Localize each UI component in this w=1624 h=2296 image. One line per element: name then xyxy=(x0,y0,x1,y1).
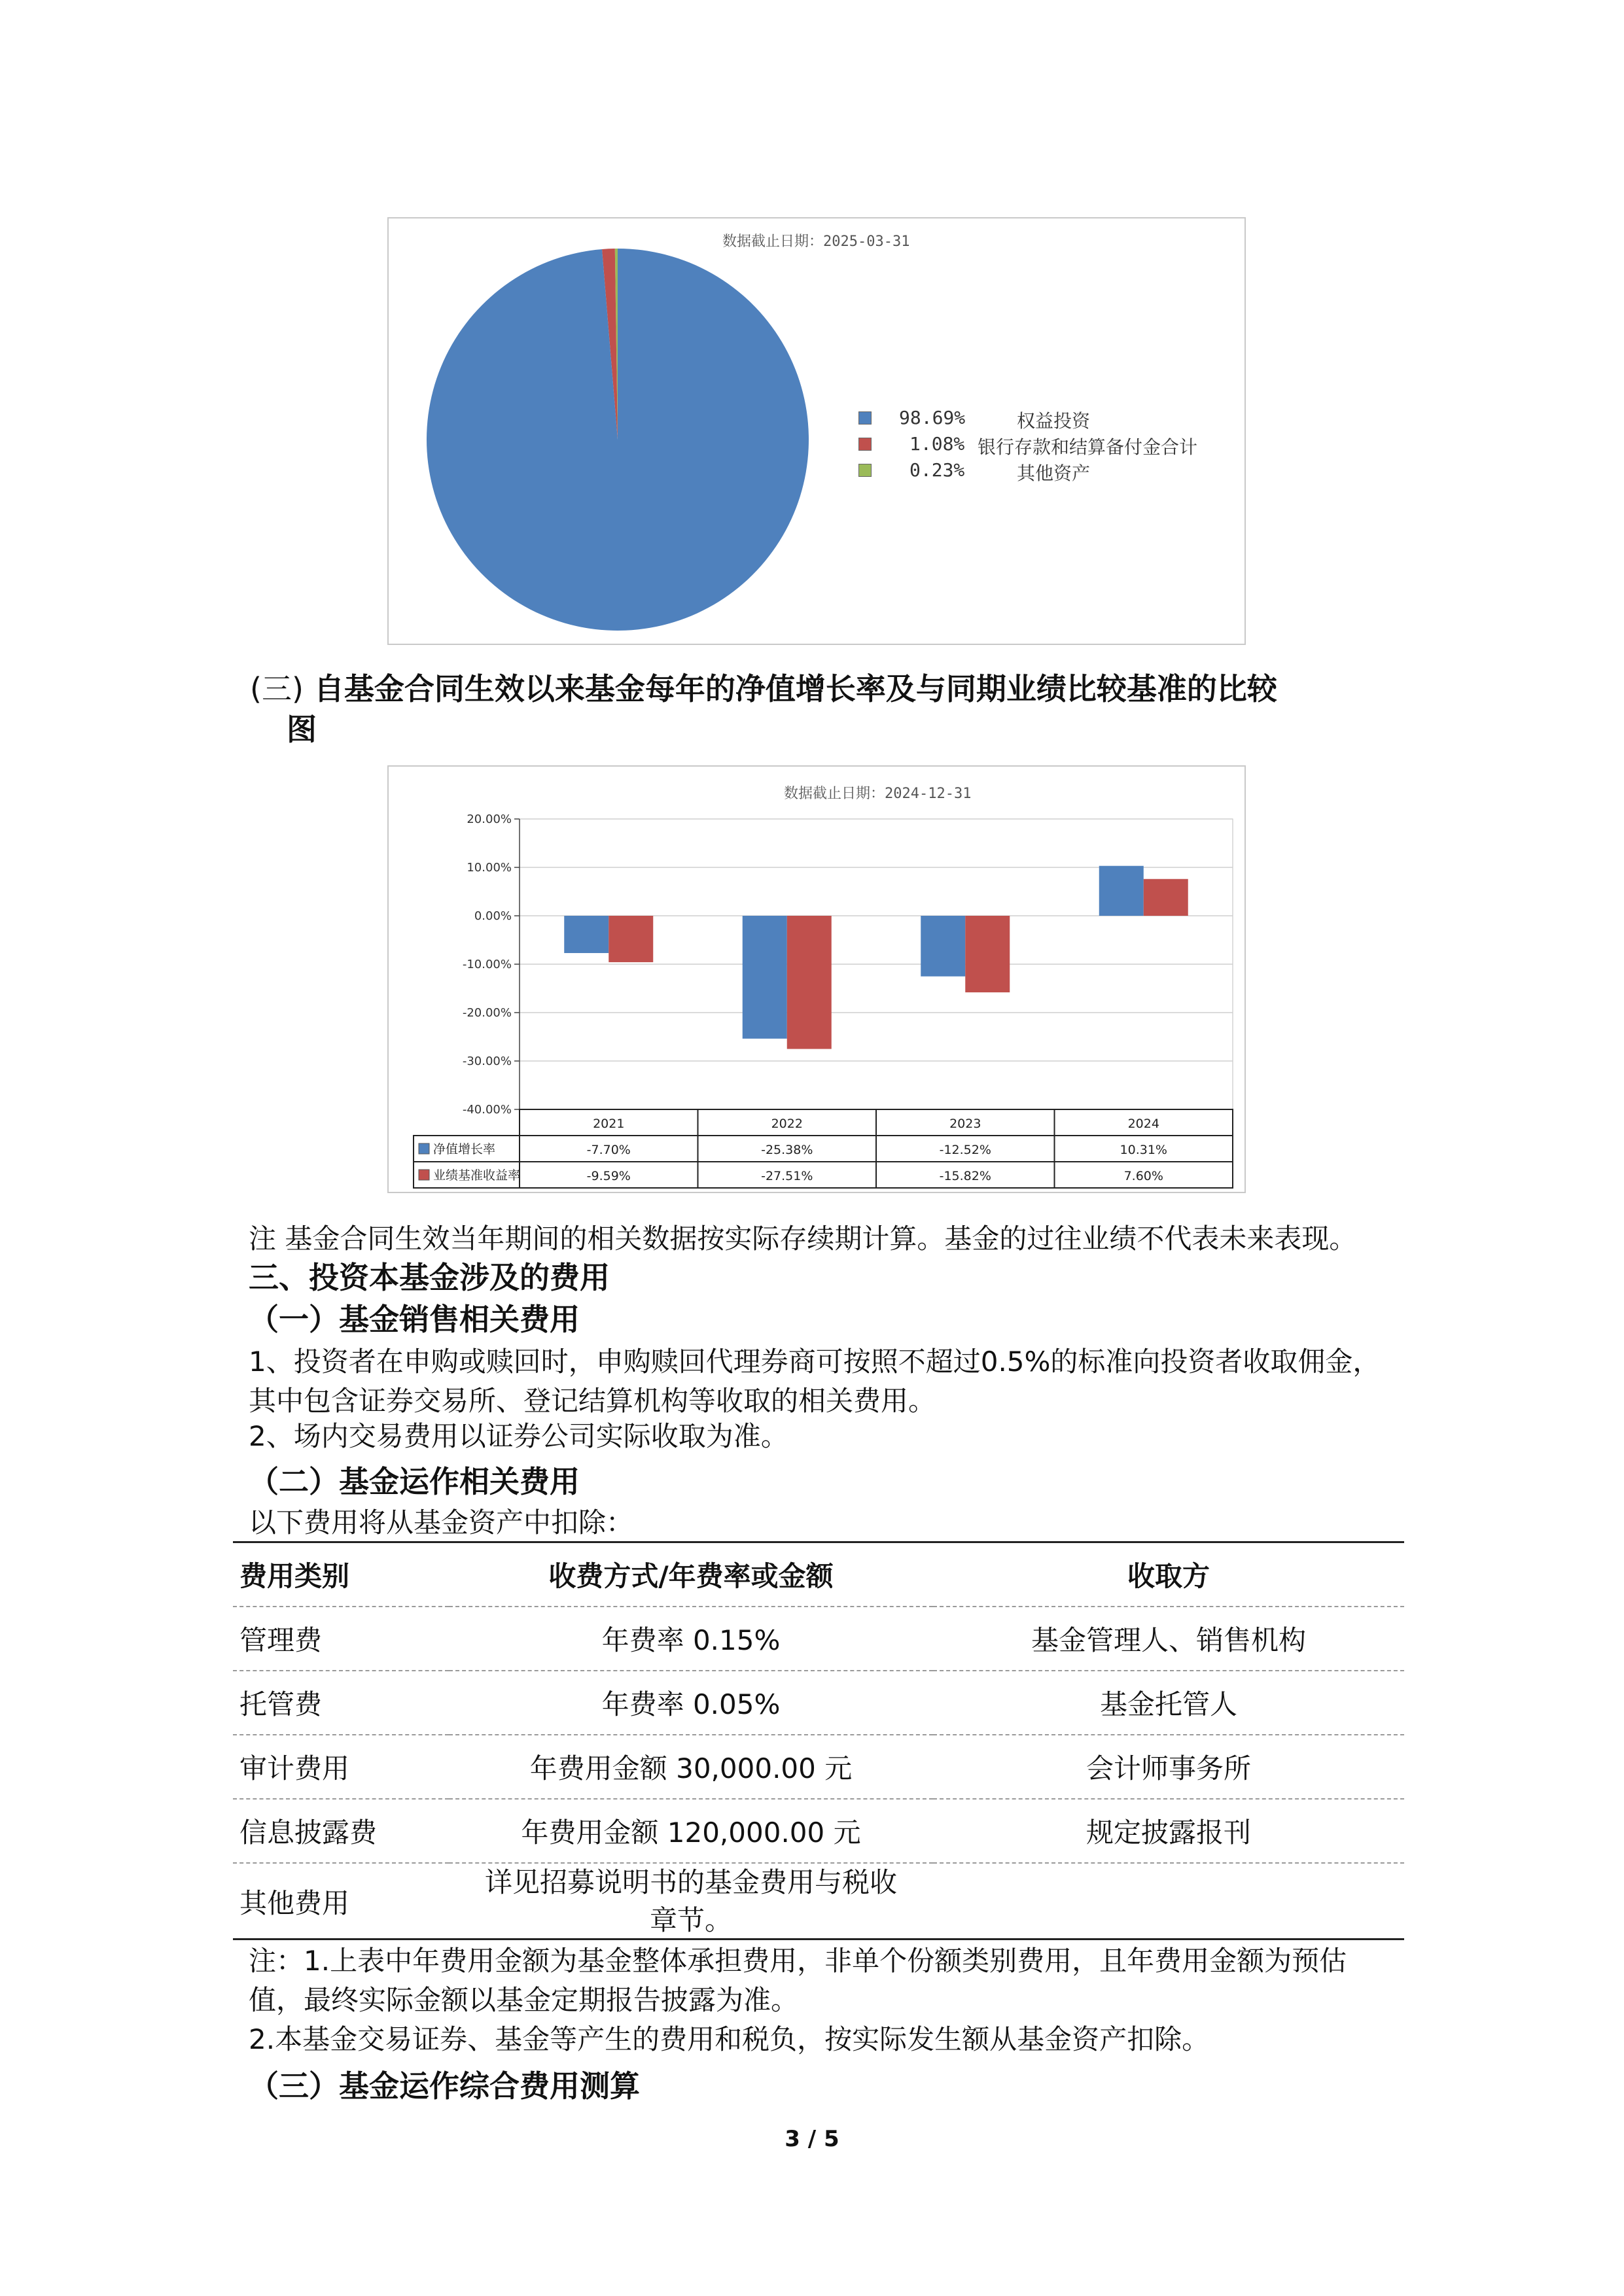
sales-fees-line-2: 其中包含证券交易所、登记结算机构等收取的相关费用。 xyxy=(249,1385,936,1417)
cell-fee-recipient: 会计师事务所 xyxy=(933,1735,1404,1799)
legend-percent-equity: 98.69% xyxy=(899,407,966,428)
chart-date-label: 数据截止日期：2025-03-31 xyxy=(722,234,910,250)
y-tick-label: 0.00% xyxy=(474,909,512,923)
data-label-nav-growth: -12.52% xyxy=(939,1143,991,1157)
sales-fees-title: （一）基金销售相关费用 xyxy=(249,1302,580,1337)
fees-section-title: 三、投资本基金涉及的费用 xyxy=(249,1260,610,1295)
data-label-benchmark: -15.82% xyxy=(939,1169,991,1183)
header-fee-method: 收费方式/年费率或金额 xyxy=(449,1543,933,1607)
legend-label-bank: 银行存款和结算备付金合计 xyxy=(978,436,1198,458)
x-category-label: 2024 xyxy=(1127,1117,1159,1131)
table-row xyxy=(233,1607,1404,1671)
cell-fee-type: 托管费 xyxy=(233,1671,449,1735)
x-category-label: 2022 xyxy=(771,1117,803,1131)
bar-benchmark-2023 xyxy=(965,916,1010,992)
data-label-nav-growth: -7.70% xyxy=(586,1143,631,1157)
fees-note-line-1: 注：1.上表中年费用金额为基金整体承担费用，非单个份额类别费用，且年费用金额为预估 xyxy=(249,1945,1347,1977)
sales-fees-line-1: 1、投资者在申购或赎回时，申购赎回代理券商可按照不超过0.5%的标准向投资者收取佣金， xyxy=(249,1346,1381,1378)
annual-return-chart xyxy=(387,765,1246,1193)
cell-fee-method: 年费率 0.15% xyxy=(449,1607,933,1671)
cell-fee-type: 管理费 xyxy=(233,1607,449,1671)
pie-chart xyxy=(389,218,1244,644)
asset-allocation-chart xyxy=(387,217,1246,645)
legend-label-benchmark: 业绩基准收益率 xyxy=(433,1168,521,1183)
legend-percent-bank: 1.08% xyxy=(909,433,965,455)
combined-fees-title: （三）基金运作综合费用测算 xyxy=(249,2068,640,2104)
fees-note-line-3: 2.本基金交易证券、基金等产生的费用和税负，按实际发生额从基金资产扣除。 xyxy=(249,2023,1210,2055)
legend-label-equity: 权益投资 xyxy=(1017,410,1091,432)
chart-note: 注 基金合同生效当年期间的相关数据按实际存续期计算。基金的过往业绩不代表未来表现。 xyxy=(249,1223,1357,1255)
header-fee-type: 费用类别 xyxy=(233,1543,449,1607)
bar-chart xyxy=(389,767,1244,1192)
y-tick-label: -30.00% xyxy=(462,1054,512,1068)
cell-fee-recipient: 基金托管人 xyxy=(933,1671,1404,1735)
x-category-label: 2021 xyxy=(593,1117,625,1131)
table-row xyxy=(233,1863,1404,1939)
cell-fee-type: 信息披露费 xyxy=(233,1799,449,1863)
bar-benchmark-2022 xyxy=(787,916,832,1049)
chart-date-label: 数据截止日期：2024-12-31 xyxy=(784,786,972,802)
table-header-row xyxy=(233,1543,1404,1607)
fees-note-line-2: 值，最终实际金额以基金定期报告披露为准。 xyxy=(249,1984,799,2016)
y-tick-label: 20.00% xyxy=(467,812,512,826)
legend-swatch-nav-growth xyxy=(419,1143,429,1154)
table-row xyxy=(233,1799,1404,1863)
sales-fees-paragraph-2: 2、场内交易费用以证券公司实际收取为准。 xyxy=(249,1420,788,1452)
legend-swatch-other xyxy=(858,464,872,477)
cell-fee-method: 年费率 0.05% xyxy=(449,1671,933,1735)
bar-benchmark-2021 xyxy=(609,916,653,962)
legend-percent-other: 0.23% xyxy=(909,459,965,481)
bar-nav-growth-2024 xyxy=(1099,866,1144,916)
cell-fee-method: 年费用金额 120,000.00 元 xyxy=(449,1799,933,1863)
y-tick-label: 10.00% xyxy=(467,861,512,875)
other-fee-line-1: 详见招募说明书的基金费用与税收 xyxy=(484,1866,897,1898)
header-fee-recipient: 收取方 xyxy=(933,1543,1404,1607)
cell-fee-type: 其他费用 xyxy=(239,1887,350,1919)
bar-nav-growth-2022 xyxy=(743,916,787,1039)
x-category-label: 2023 xyxy=(949,1117,981,1131)
page-number: 3 / 5 xyxy=(785,2126,839,2152)
legend-swatch-equity xyxy=(858,411,872,425)
other-fee-line-2: 章节。 xyxy=(649,1904,732,1936)
table-row xyxy=(233,1671,1404,1735)
data-label-benchmark: -9.59% xyxy=(586,1169,631,1183)
section-heading-comparison xyxy=(250,669,1402,750)
operation-fees-title: （二）基金运作相关费用 xyxy=(249,1464,580,1499)
cell-fee-recipient: 规定披露报刊 xyxy=(933,1799,1404,1863)
legend-swatch-benchmark xyxy=(419,1170,429,1180)
cell-fee-recipient: 基金管理人、销售机构 xyxy=(933,1607,1404,1671)
cell-fee-method: 年费用金额 30,000.00 元 xyxy=(449,1735,933,1799)
table-row xyxy=(233,1735,1404,1799)
heading-line1: 自基金合同生效以来基金每年的净值增长率及与同期业绩比较基准的比较 xyxy=(313,671,1277,706)
legend-label-nav-growth: 净值增长率 xyxy=(433,1142,496,1157)
pie-slice-equity xyxy=(427,249,809,631)
heading-line2: 图 xyxy=(287,712,317,747)
data-label-benchmark: -27.51% xyxy=(761,1169,813,1183)
heading-prefix: (三) xyxy=(250,671,304,706)
y-tick-label: -40.00% xyxy=(462,1103,512,1117)
cell-fee-recipient xyxy=(933,1863,1404,1939)
legend-label-other: 其他资产 xyxy=(1017,462,1091,484)
sales-fees-paragraph-1 xyxy=(249,1342,1380,1421)
y-tick-label: -10.00% xyxy=(462,958,512,971)
data-label-nav-growth: 10.31% xyxy=(1120,1143,1167,1157)
operation-fees-table xyxy=(233,1543,1404,1939)
cell-fee-method xyxy=(449,1863,933,1939)
legend-swatch-bank xyxy=(858,438,872,451)
fees-note xyxy=(249,1941,1347,2059)
bar-nav-growth-2023 xyxy=(921,916,965,977)
data-label-nav-growth: -25.38% xyxy=(761,1143,813,1157)
bar-benchmark-2024 xyxy=(1144,879,1188,916)
table-bottom-rule xyxy=(233,1938,1404,1940)
data-label-benchmark: 7.60% xyxy=(1123,1169,1163,1183)
y-tick-label: -20.00% xyxy=(462,1006,512,1020)
bar-nav-growth-2021 xyxy=(564,916,609,953)
cell-fee-type: 审计费用 xyxy=(233,1735,449,1799)
operation-fees-intro: 以下费用将从基金资产中扣除： xyxy=(249,1506,634,1539)
